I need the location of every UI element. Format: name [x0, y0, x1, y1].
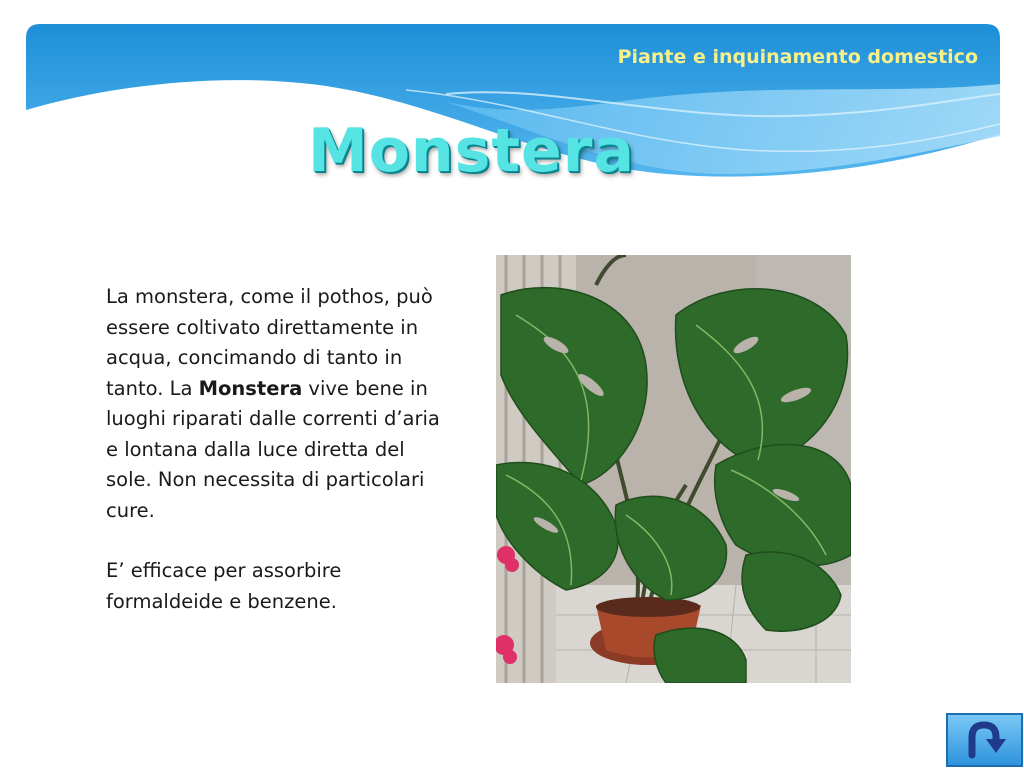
back-button[interactable] [946, 713, 1023, 767]
u-turn-arrow-icon [948, 715, 1021, 765]
paragraph-description [106, 282, 446, 526]
paragraph-effect: E’ efficace per assorbire formaldeide e benzene. [106, 559, 342, 613]
description-bold-name: Monstera [198, 376, 303, 400]
header-subtitle: Piante e inquinamento domestico [617, 46, 978, 68]
monstera-photo [496, 255, 851, 683]
description-intro: La monstera, come il pothos, può essere coltivato direttamente in acqua, concimando di tanto in tanto. La [106, 285, 433, 400]
body-text [106, 282, 446, 617]
description-rest: vive bene in luoghi riparati dalle correnti d’aria e lontana dalla luce diretta del sole. Non necessita di particolari cure. [106, 376, 440, 522]
slide-title: Monstera [308, 116, 635, 186]
